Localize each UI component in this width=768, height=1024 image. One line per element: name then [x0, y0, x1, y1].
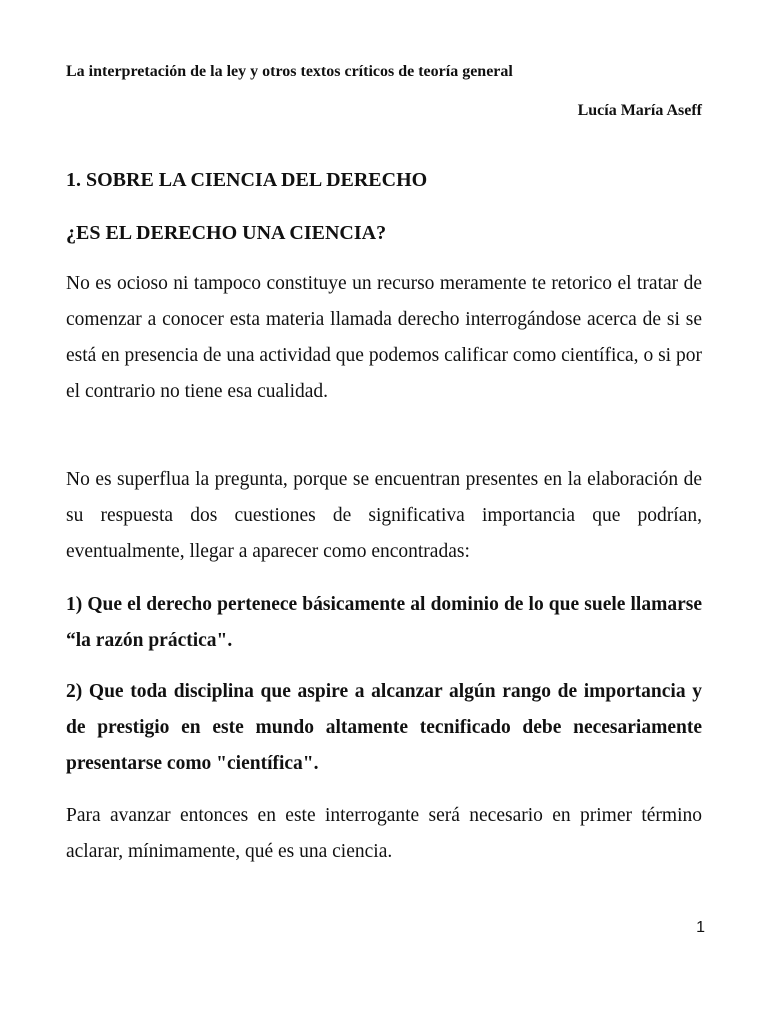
paragraph-intro: No es ocioso ni tampoco constituye un recurso meramente te retorico el tratar de comenzar a conocer esta materia llamada derecho interrogándose acerca de si se está en presencia de una actividad que podemos calificar como científica, o si por el contrario no tiene esa cualidad.: [66, 273, 702, 402]
document-header-author: Lucía María Aseff: [577, 102, 702, 119]
page-number: 1: [696, 919, 705, 936]
paragraph-point-1: 1) Que el derecho pertenece básicamente al dominio de lo que suele llamarse “la razón práctica".: [66, 594, 702, 651]
document-header-title: La interpretación de la ley y otros textos críticos de teoría general: [66, 63, 513, 80]
paragraph-point-2: 2) Que toda disciplina que aspire a alcanzar algún rango de importancia y de prestigio en este mundo altamente tecnificado debe necesariamente presentarse como "científica".: [66, 681, 702, 774]
paragraph-question: No es superflua la pregunta, porque se encuentran presentes en la elaboración de su respuesta dos cuestiones de significativa importancia que podrían, eventualmente, llegar a aparecer como encontradas:: [66, 469, 702, 562]
section-subheading: ¿ES EL DERECHO UNA CIENCIA?: [66, 222, 387, 244]
paragraph-conclusion: Para avanzar entonces en este interrogante será necesario en primer término aclarar, mínimamente, qué es una ciencia.: [66, 805, 702, 862]
section-heading: 1. SOBRE LA CIENCIA DEL DERECHO: [66, 169, 428, 191]
